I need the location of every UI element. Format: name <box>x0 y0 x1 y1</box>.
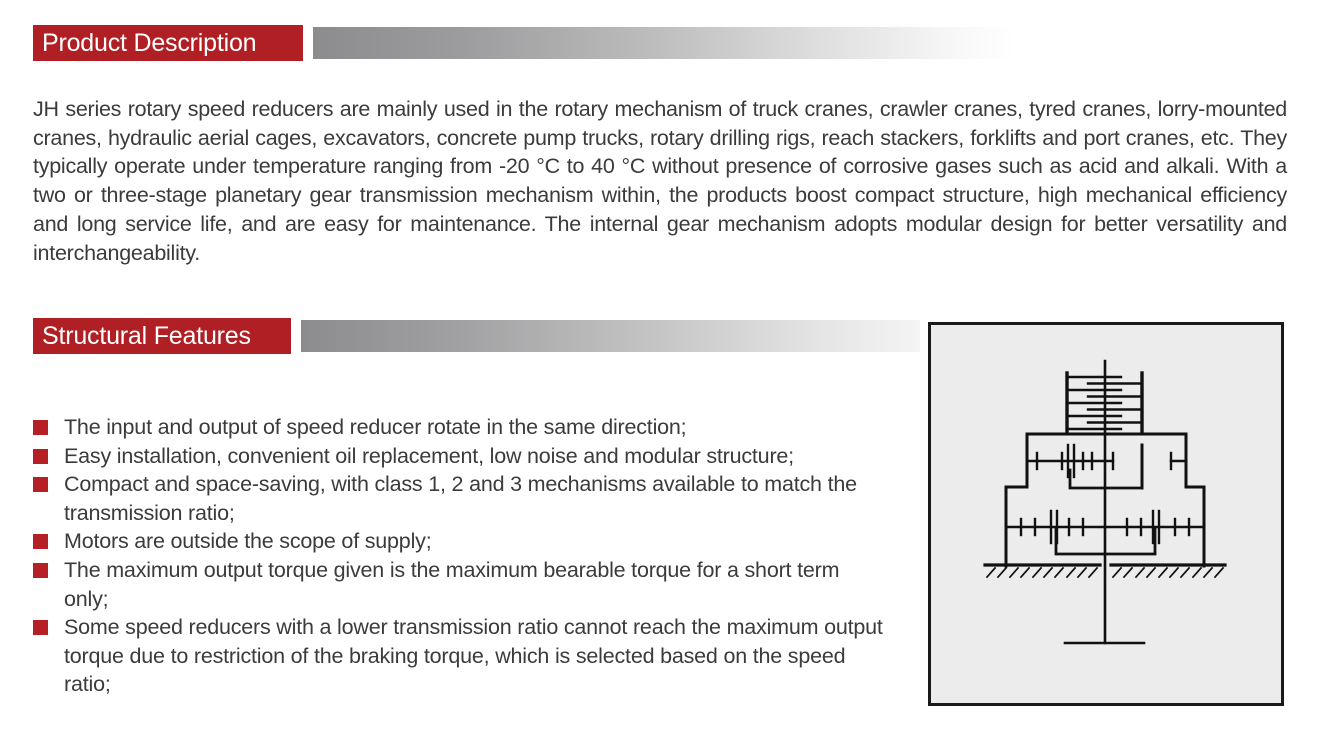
section-title-product-description: Product Description <box>33 25 303 61</box>
feature-text: Some speed reducers with a lower transmission ratio cannot reach the maximum output torque due to restriction of the braking torque, which is selected based on the speed ratio; <box>64 615 883 697</box>
diagram-frame <box>928 322 1284 706</box>
bullet-square-icon <box>33 477 48 492</box>
bullet-square-icon <box>33 534 48 549</box>
list-item <box>33 613 885 699</box>
list-item <box>33 556 885 613</box>
bullet-square-icon <box>33 563 48 578</box>
feature-text: Easy installation, convenient oil replacement, low noise and modular structure; <box>64 443 794 468</box>
product-description-text: JH series rotary speed reducers are mainly used in the rotary mechanism of truck cranes, crawler cranes, tyred cranes, lorry-mounted cranes, hydraulic aerial cages, excavators, concrete pump trucks, rotary drilling rigs, reach stackers, forklifts and port cranes, etc. They typically operate under temperature ranging from -20 °C to 40 °C without presence of corrosive gases such as acid and alkali. With a two or three-stage planetary gear transmission mechanism within, the products boost compact structure, high mechanical efficiency and long service life, and are easy for maintenance. The internal gear mechanism adopts modular design for better versatility and interchangeability. <box>33 97 1287 265</box>
bullet-square-icon <box>33 420 48 435</box>
feature-text: Compact and space-saving, with class 1, 2 and 3 mechanisms available to match the transmission ratio; <box>64 472 857 525</box>
list-item <box>33 527 885 556</box>
feature-text: The input and output of speed reducer rotate in the same direction; <box>64 415 687 439</box>
feature-text: The maximum output torque given is the maximum bearable torque for a short term only; <box>64 557 840 611</box>
bullet-square-icon <box>33 449 48 464</box>
structural-features-list <box>33 413 885 699</box>
list-item <box>33 442 885 471</box>
section-title-structural-features: Structural Features <box>33 318 291 354</box>
planetary-gear-schematic-icon <box>931 325 1281 703</box>
gradient-bar-structural-features <box>301 320 920 352</box>
feature-text: Motors are outside the scope of supply; <box>64 529 432 554</box>
list-item <box>33 413 885 442</box>
gradient-bar-product-description <box>313 27 1015 59</box>
bullet-square-icon <box>33 620 48 635</box>
list-item <box>33 470 885 527</box>
